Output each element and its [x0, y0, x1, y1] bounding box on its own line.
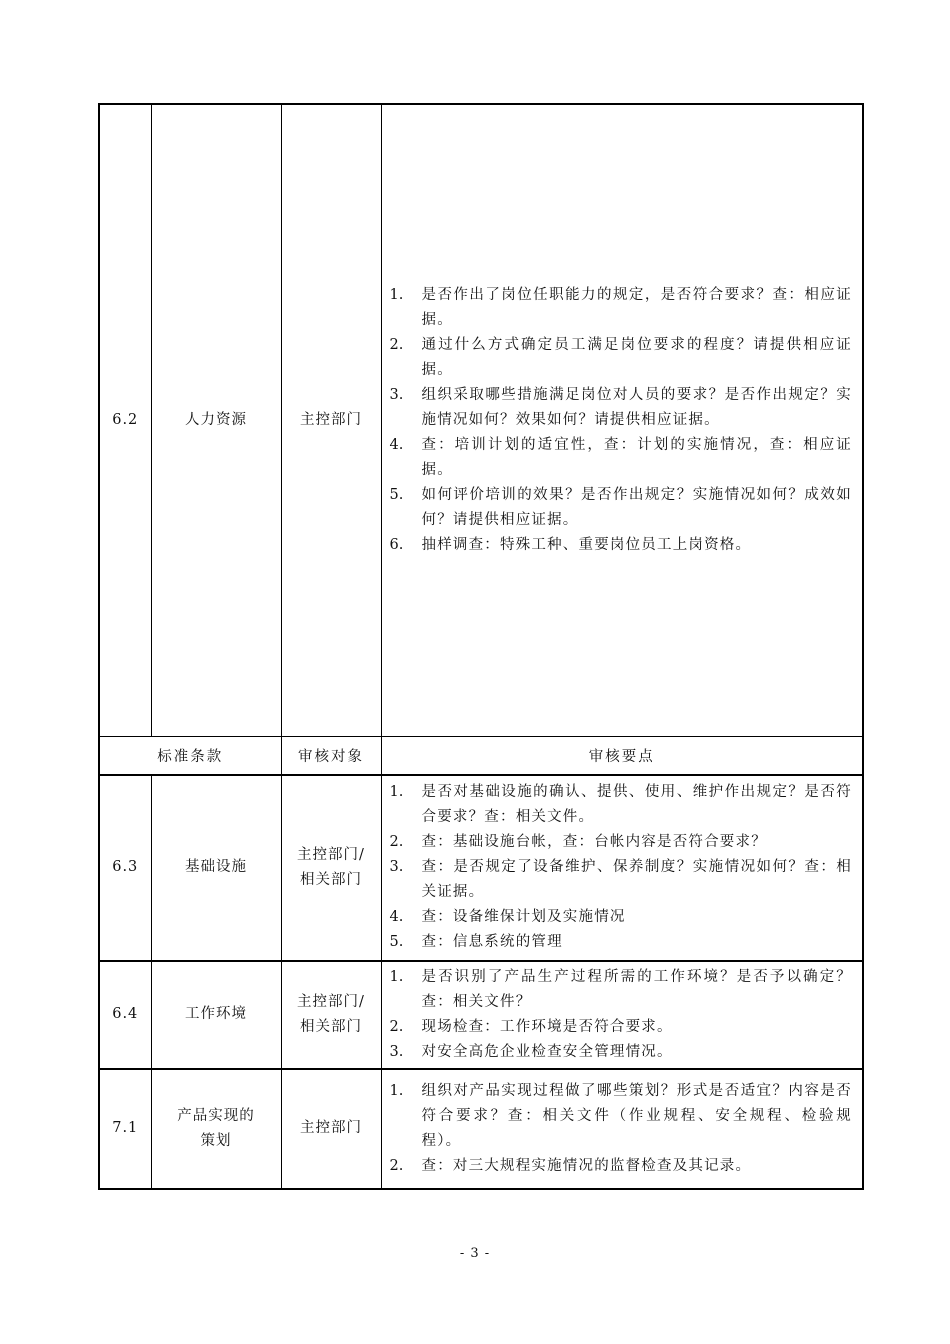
list-item: 4. 查：设备维保计划及实施情况	[389, 909, 626, 926]
list-item: 5. 查：信息系统的管理	[389, 934, 563, 951]
clause-number: 6.2	[99, 104, 151, 737]
list-item: 3. 查：是否规定了设备维护、保养制度？实施情况如何？查：相关证据。	[389, 859, 852, 901]
header-object: 审核对象	[281, 737, 381, 775]
header-points: 审核要点	[381, 737, 863, 775]
clause-title: 基础设施	[151, 775, 281, 961]
header-row	[99, 737, 863, 775]
audit-points	[381, 1069, 863, 1189]
clause-title: 工作环境	[151, 961, 281, 1069]
list-item: 2. 通过什么方式确定员工满足岗位要求的程度？请提供相应证据。	[389, 337, 852, 379]
clause-number: 7.1	[99, 1069, 151, 1189]
list-item: 4. 查：培训计划的适宜性，查：计划的实施情况，查：相应证据。	[389, 437, 852, 479]
list-item: 2. 现场检查：工作环境是否符合要求。	[389, 1018, 673, 1035]
clause-number: 6.4	[99, 961, 151, 1069]
clause-title	[151, 1069, 281, 1189]
list-item: 2. 查：基础设施台帐，查：台帐内容是否符合要求？	[389, 834, 767, 851]
list-item: 3. 组织采取哪些措施满足岗位对人员的要求？是否作出规定？实施情况如何？效果如何？请提供相应证据。	[389, 387, 852, 429]
audit-points	[381, 775, 863, 961]
audit-object	[281, 961, 381, 1069]
table-row	[99, 775, 863, 961]
audit-object: 主控部门	[281, 104, 381, 737]
audit-object-text: 主控部门/相关部门	[297, 846, 365, 888]
table-row	[99, 1069, 863, 1189]
audit-object: 主控部门	[281, 1069, 381, 1189]
audit-points	[381, 104, 863, 737]
table-row	[99, 104, 863, 737]
list-item: 1. 是否识别了产品生产过程所需的工作环境？是否予以确定？查：相关文件？	[389, 968, 852, 1010]
list-item: 3. 对安全高危企业检查安全管理情况。	[389, 1043, 673, 1060]
list-item: 1. 组织对产品实现过程做了哪些策划？形式是否适宜？内容是否符合要求？查：相关文件（作业规程、安全规程、检验规程）。	[389, 1082, 852, 1149]
clause-number: 6.3	[99, 775, 151, 961]
audit-points	[381, 961, 863, 1069]
list-item: 6. 抽样调查：特殊工种、重要岗位员工上岗资格。	[389, 537, 752, 554]
list-item: 2. 查：对三大规程实施情况的监督检查及其记录。	[389, 1157, 752, 1174]
audit-object	[281, 775, 381, 961]
page-number: - 3 -	[459, 1246, 491, 1261]
audit-object-text: 主控部门/相关部门	[297, 993, 365, 1035]
list-item: 5. 如何评价培训的效果？是否作出规定？实施情况如何？成效如何？请提供相应证据。	[389, 487, 852, 529]
audit-table	[98, 103, 864, 1190]
list-item: 1. 是否对基础设施的确认、提供、使用、维护作出规定？是否符合要求？查：相关文件。	[389, 784, 852, 826]
clause-title: 人力资源	[151, 104, 281, 737]
header-clause: 标准条款	[99, 737, 281, 775]
table-row	[99, 961, 863, 1069]
clause-title-text: 产品实现的策划	[177, 1107, 255, 1149]
list-item: 1. 是否作出了岗位任职能力的规定，是否符合要求？查：相应证据。	[389, 287, 852, 329]
